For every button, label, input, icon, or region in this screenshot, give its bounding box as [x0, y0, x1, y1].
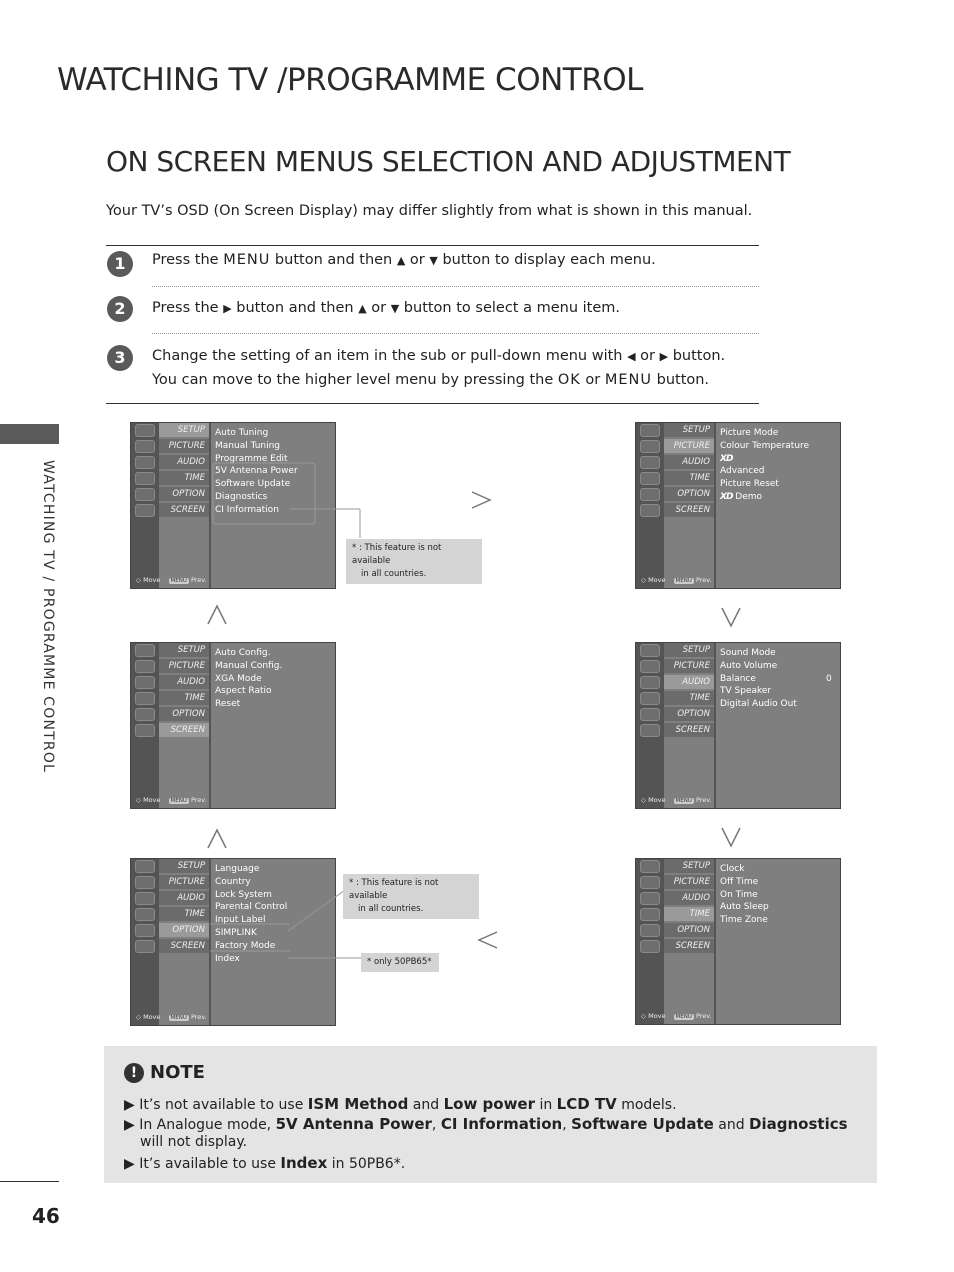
panel-footer: ◇ Move MENU Prev.	[641, 796, 712, 804]
step-3-text-line2: You can move to the higher level menu by pressing the OK or MENU button.	[152, 372, 710, 388]
icon-column	[636, 423, 664, 588]
callout-connector-setup	[210, 460, 370, 540]
tab-picture[interactable]: PICTURE	[159, 659, 209, 673]
arrow-right-icon	[470, 490, 494, 510]
xd-logo: XD	[720, 453, 733, 464]
step-divider-2	[152, 333, 759, 334]
tab-time[interactable]: TIME	[664, 471, 714, 485]
arrow-down-icon	[720, 606, 742, 628]
tab-time[interactable]: TIME	[159, 691, 209, 705]
audio-icon	[135, 892, 155, 905]
option-icon	[135, 488, 155, 501]
menu-item-parental-control[interactable]: Parental Control	[215, 902, 288, 913]
tab-setup[interactable]: SETUP	[664, 423, 714, 437]
menu-item-factory-mode[interactable]: Factory Mode	[215, 940, 276, 951]
section-title: ON SCREEN MENUS SELECTION AND ADJUSTMENT	[106, 145, 791, 178]
exclamation-icon: !	[124, 1063, 144, 1083]
screen-icon	[640, 504, 660, 517]
tab-setup[interactable]: SETUP	[159, 859, 209, 873]
tab-option[interactable]: OPTION	[664, 487, 714, 501]
tab-audio[interactable]: AUDIO	[159, 675, 209, 689]
note-line-2b: will not display.	[140, 1134, 248, 1150]
tab-picture[interactable]: PICTURE	[159, 439, 209, 453]
menu-item-colour-temperature[interactable]: Colour Temperature	[720, 440, 810, 451]
icon-column	[636, 643, 664, 808]
menu-item-xga-mode[interactable]: XGA Mode	[215, 673, 262, 684]
menu-item-programme-edit[interactable]: Programme Edit	[215, 453, 288, 464]
picture-icon	[135, 876, 155, 889]
side-label: WATCHING TV / PROGRAMME CONTROL	[40, 460, 56, 774]
menu-item-manual-tuning[interactable]: Manual Tuning	[215, 440, 281, 451]
step-3-text: Change the setting of an item in the sub or pull-down menu with ◀ or ▶ button.	[152, 348, 726, 364]
step-2-text: Press the ▶ button and then ▲ or ▼ button to select a menu item.	[152, 300, 620, 316]
tab-picture[interactable]: PICTURE	[664, 875, 714, 889]
tab-option[interactable]: OPTION	[664, 707, 714, 721]
picture-icon	[640, 876, 660, 889]
tab-picture[interactable]: PICTURE	[664, 439, 714, 453]
callout-not-available-1: * : This feature is not available in all countries.	[346, 539, 482, 584]
tab-time[interactable]: TIME	[664, 907, 714, 921]
menu-item-time-zone[interactable]: Time Zone	[720, 915, 768, 926]
step-number-3: 3	[107, 345, 133, 371]
audio-icon	[640, 892, 660, 905]
tab-option[interactable]: OPTION	[664, 923, 714, 937]
panel-separator	[209, 643, 211, 808]
menu-item-diagnostics[interactable]: Diagnostics	[215, 491, 268, 502]
menu-item-advanced[interactable]: Advanced	[720, 466, 765, 477]
callout-only-50pb65: * only 50PB65*	[361, 953, 439, 972]
tab-audio[interactable]: AUDIO	[664, 455, 714, 469]
tab-audio[interactable]: AUDIO	[664, 675, 714, 689]
menu-item-auto-tuning[interactable]: Auto Tuning	[215, 428, 269, 438]
time-icon	[135, 692, 155, 705]
tab-picture[interactable]: PICTURE	[159, 875, 209, 889]
panel-footer: ◇ Move MENU Prev.	[136, 576, 207, 584]
time-icon	[135, 908, 155, 921]
picture-icon	[135, 440, 155, 453]
tab-time[interactable]: TIME	[159, 907, 209, 921]
menu-panel-picture	[635, 422, 841, 589]
tab-option[interactable]: OPTION	[159, 707, 209, 721]
option-icon	[135, 924, 155, 937]
panel-footer: ◇ Move MENU Prev.	[641, 576, 712, 584]
menu-item-auto-sleep[interactable]: Auto Sleep	[720, 902, 769, 913]
step-number-2: 2	[107, 296, 133, 322]
tab-setup[interactable]: SETUP	[664, 859, 714, 873]
menu-item-digital-audio-out[interactable]: Digital Audio Out	[720, 699, 797, 710]
menu-item-xd-demo[interactable]: XD Demo	[720, 491, 763, 502]
tab-audio[interactable]: AUDIO	[664, 891, 714, 905]
setup-icon	[640, 644, 660, 657]
step-1-text: Press the MENU button and then ▲ or ▼ button to display each menu.	[152, 252, 656, 268]
menu-item-aspect-ratio[interactable]: Aspect Ratio	[215, 686, 272, 697]
arrow-up-icon	[206, 828, 228, 850]
menu-item-sound-mode[interactable]: Sound Mode	[720, 648, 776, 658]
screen-icon	[640, 724, 660, 737]
tab-screen[interactable]: SCREEN	[159, 503, 209, 517]
tab-option[interactable]: OPTION	[159, 923, 209, 937]
tab-screen[interactable]: SCREEN	[159, 939, 209, 953]
menu-item-language[interactable]: Language	[215, 864, 260, 874]
tab-screen[interactable]: SCREEN	[159, 723, 209, 737]
menu-item-index[interactable]: Index	[215, 953, 240, 964]
intro-text: Your TV’s OSD (On Screen Display) may differ slightly from what is shown in this manual.	[106, 203, 753, 219]
screen-icon	[135, 940, 155, 953]
arrow-down-icon	[720, 826, 742, 848]
setup-icon	[640, 860, 660, 873]
steps-top-rule	[106, 245, 759, 246]
menu-item-tv-speaker[interactable]: TV Speaker	[720, 686, 772, 697]
audio-icon	[640, 676, 660, 689]
tab-screen[interactable]: SCREEN	[664, 939, 714, 953]
menu-item-simplink[interactable]: SIMPLINK	[215, 927, 257, 938]
option-icon	[135, 708, 155, 721]
time-icon	[640, 692, 660, 705]
arrow-up-icon	[206, 604, 228, 626]
option-icon	[640, 488, 660, 501]
menu-item-lock-system[interactable]: Lock System	[215, 889, 272, 900]
tab-time[interactable]: TIME	[664, 691, 714, 705]
arrow-left-icon	[475, 930, 499, 950]
setup-icon	[135, 860, 155, 873]
screen-icon	[135, 504, 155, 517]
setup-icon	[135, 644, 155, 657]
time-icon	[135, 472, 155, 485]
tab-screen[interactable]: SCREEN	[664, 723, 714, 737]
audio-icon	[135, 676, 155, 689]
screen-icon	[640, 940, 660, 953]
menu-item-picture-mode[interactable]: Picture Mode	[720, 428, 779, 438]
menu-panel-time	[635, 858, 841, 1025]
setup-icon	[135, 424, 155, 437]
menu-item-auto-volume[interactable]: Auto Volume	[720, 660, 778, 671]
screen-icon	[135, 724, 155, 737]
tab-picture[interactable]: PICTURE	[664, 659, 714, 673]
tab-audio[interactable]: AUDIO	[159, 891, 209, 905]
picture-icon	[135, 660, 155, 673]
picture-icon	[640, 440, 660, 453]
menu-panel-screen	[130, 642, 336, 809]
option-icon	[640, 708, 660, 721]
menu-item-reset[interactable]: Reset	[215, 699, 241, 710]
audio-icon	[135, 456, 155, 469]
menu-item-ci-information[interactable]: CI Information	[215, 504, 279, 515]
panel-footer: ◇ Move MENU Prev.	[641, 1012, 712, 1020]
time-icon	[640, 472, 660, 485]
option-icon	[640, 924, 660, 937]
tab-setup[interactable]: SETUP	[159, 423, 209, 437]
tab-setup[interactable]: SETUP	[664, 643, 714, 657]
tab-time[interactable]: TIME	[159, 471, 209, 485]
menu-panel-audio	[635, 642, 841, 809]
page-title: WATCHING TV /PROGRAMME CONTROL	[57, 62, 643, 98]
menu-item-picture-reset[interactable]: Picture Reset	[720, 479, 779, 490]
step-number-1: 1	[107, 251, 133, 277]
note-line-2: ▶ In Analogue mode, 5V Antenna Power, CI Information, Software Update and Diagnostics	[124, 1115, 848, 1133]
icon-column	[636, 859, 664, 1024]
tab-screen[interactable]: SCREEN	[664, 503, 714, 517]
panel-separator	[714, 423, 716, 588]
setup-icon	[640, 424, 660, 437]
steps-bottom-rule	[106, 403, 759, 404]
note-heading: NOTE	[150, 1062, 205, 1083]
tab-audio[interactable]: AUDIO	[159, 455, 209, 469]
menu-item-clock[interactable]: Clock	[720, 864, 745, 874]
menu-item-5v-antenna-power[interactable]: 5V Antenna Power	[215, 466, 298, 477]
side-tab	[0, 424, 59, 444]
icon-column	[131, 859, 159, 1025]
menu-item-manual-config[interactable]: Manual Config.	[215, 660, 283, 671]
balance-value: 0	[826, 673, 832, 684]
note-line-3: ▶ It’s available to use Index in 50PB6*.	[124, 1154, 406, 1172]
xd-logo: XD	[720, 491, 733, 502]
menu-item-off-time[interactable]: Off Time	[720, 876, 759, 887]
callout-not-available-2: * : This feature is not available in all countries.	[343, 874, 479, 919]
bottom-rule	[0, 1181, 59, 1182]
tab-setup[interactable]: SETUP	[159, 643, 209, 657]
time-icon	[640, 908, 660, 921]
panel-separator	[714, 859, 716, 1024]
panel-footer: ◇ Move MENU Prev.	[136, 1013, 207, 1021]
menu-item-xd[interactable]	[720, 453, 809, 466]
menu-item-country[interactable]: Country	[215, 876, 251, 887]
icon-column	[131, 643, 159, 808]
page-number: 46	[32, 1204, 60, 1228]
menu-item-on-time[interactable]: On Time	[720, 889, 758, 900]
step-divider-1	[152, 286, 759, 287]
picture-icon	[640, 660, 660, 673]
audio-icon	[640, 456, 660, 469]
menu-item-input-label[interactable]: Input Label	[215, 915, 266, 926]
icon-column	[131, 423, 159, 588]
menu-item-auto-config[interactable]: Auto Config.	[215, 648, 271, 658]
tab-option[interactable]: OPTION	[159, 487, 209, 501]
panel-footer: ◇ Move MENU Prev.	[136, 796, 207, 804]
menu-item-software-update[interactable]: Software Update	[215, 479, 291, 490]
note-line-1: ▶ It’s not available to use ISM Method and Low power in LCD TV models.	[124, 1095, 677, 1113]
menu-item-balance[interactable]: Balance 0	[720, 673, 832, 684]
panel-separator	[714, 643, 716, 808]
